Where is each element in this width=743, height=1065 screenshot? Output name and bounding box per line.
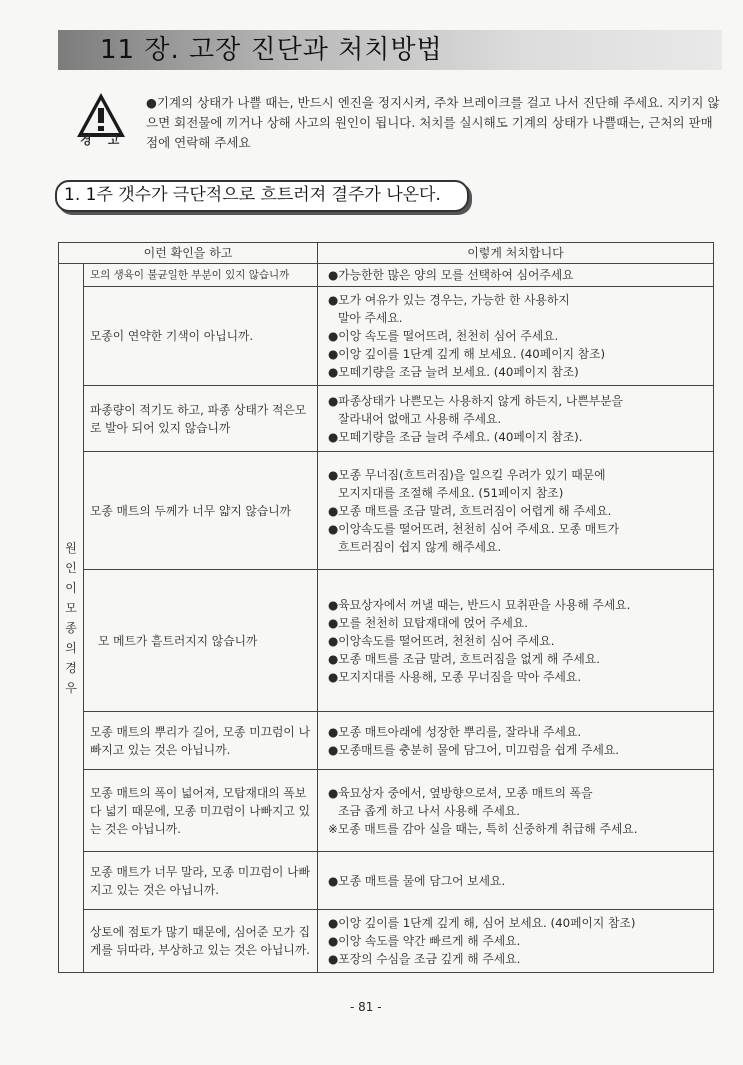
action-cell: ●모종 매트를 물에 담그어 보세요. [318,852,714,910]
cause-side-label: 원 인 이 모 종 의 경 우 [59,264,84,973]
action-cell: ●육묘상자 중에서, 옆방향으로셔, 모종 매트의 폭을 조금 좁게 하고 나서 사용해 주세요. ※모종 매트를 감아 실을 때는, 특히 신중하게 취급해 주세요. [318,770,714,852]
action-cell: ●가능한한 많은 양의 모를 선택하여 심어주세요 [318,264,714,287]
table-header-row [59,243,714,264]
chapter-title: 11 장. 고장 진단과 처치방법 [100,35,443,65]
action-cell: ●모종 매트아래에 성장한 뿌리를, 잘라내 주세요. ●모종매트를 충분히 물에 담그어, 미끄럼을 쉽게 주세요. [318,712,714,770]
action-cell: ●파종상태가 나쁜모는 사용하지 않게 하든지, 나쁜부분을 잘라내어 없애고 사용해 주세요. ●모떼기량을 조금 늘려 주세요. (40페이지 참조). [318,386,714,452]
check-cell: 모종이 연약한 기색이 아닙니까. [84,287,318,386]
column-header-action: 이렇게 처치합니다 [318,243,714,264]
table-row [59,570,714,712]
troubleshooting-table [58,242,714,973]
table-row [59,287,714,386]
action-cell: ●모가 여유가 있는 경우는, 가능한 한 사용하지 말아 주세요. ●이앙 속도를 떨어뜨려, 천천히 심어 주세요. ●이앙 깊이를 1단계 깊게 해 보세요. (40페이지 참조) ●모떼기량을 조금 늘려 보세요. (40페이지 참조) [318,287,714,386]
table-row [59,852,714,910]
column-header-check: 이런 확인을 하고 [59,243,318,264]
action-cell: ●이앙 깊이를 1단계 깊게 해, 심어 보세요. (40페이지 참조) ●이앙 속도를 약간 빠르게 해 주세요. ●포장의 수심을 조금 깊게 해 주세요. [318,910,714,973]
table-row [59,770,714,852]
check-cell: 모종 매트의 두께가 너무 얇지 않습니까 [84,452,318,570]
section-title: 1. 1주 갯수가 극단적으로 흐트러져 결주가 나온다. [64,185,441,205]
table-row [59,712,714,770]
action-cell: ●육묘상자에서 꺼낼 때는, 반드시 묘취판을 사용해 주세요. ●모를 천천히 묘탑재대에 얹어 주세요. ●이앙속도를 떨어뜨려, 천천히 심어 주세요. ●모종 매트를 조금 말려, 흐트러짐을 없게 해 주세요. ●모지지대를 사용해, 모종 무너짐을 막아 주세요. [318,570,714,712]
action-cell: ●모종 무너짐(흐트러짐)을 일으킬 우려가 있기 때문에 모지지대를 조절해 주세요. (51페이지 참조) ●모종 매트를 조금 말려, 흐트러짐이 어렵게 해 주세요. ●이앙속도를 떨어뜨려, 천천히 심어 주세요. 모종 매트가 흐트러짐이 쉽지 않게 해주세요. [318,452,714,570]
check-cell: 모 메트가 흩트러지지 않습니까 [84,570,318,712]
check-cell: 모종 매트가 너무 말라, 모종 미끄럼이 나빠지고 있는 것은 아닙니까. [84,852,318,910]
warning-label: 경 고 [80,133,126,147]
table-row [59,386,714,452]
table-row [59,910,714,973]
check-cell: 모종 매트의 뿌리가 길어, 모종 미끄럼이 나빠지고 있는 것은 아닙니까. [84,712,318,770]
check-cell: 모의 생육이 불균일한 부분이 있지 않습니까 [84,264,318,287]
page-number: - 81 - [350,1000,382,1014]
table-row [59,452,714,570]
check-cell: 상토에 점토가 많기 때문에, 심어준 모가 집게를 뒤따라, 부상하고 있는 것은 아닙니까. [84,910,318,973]
warning-text: ●기계의 상태가 나쁠 때는, 반드시 엔진을 정지시켜, 주차 브레이크를 걸고 나서 진단해 주세요. 지키지 않으면 회전물에 끼거나 상해 사고의 원인이 됩니다. 처치를 실시해도 기계의 상태가 나쁠때는, 근처의 판매점에 연락해 주세요 [146,95,720,150]
check-cell: 모종 매트의 폭이 넓어져, 모탑재대의 폭보다 넓기 때문에, 모종 미끄럼이 나빠지고 있는 것은 아닙니까. [84,770,318,852]
table-row [59,264,714,287]
check-cell: 파종량이 적기도 하고, 파종 상태가 적은모로 발아 되어 있지 않습니까 [84,386,318,452]
